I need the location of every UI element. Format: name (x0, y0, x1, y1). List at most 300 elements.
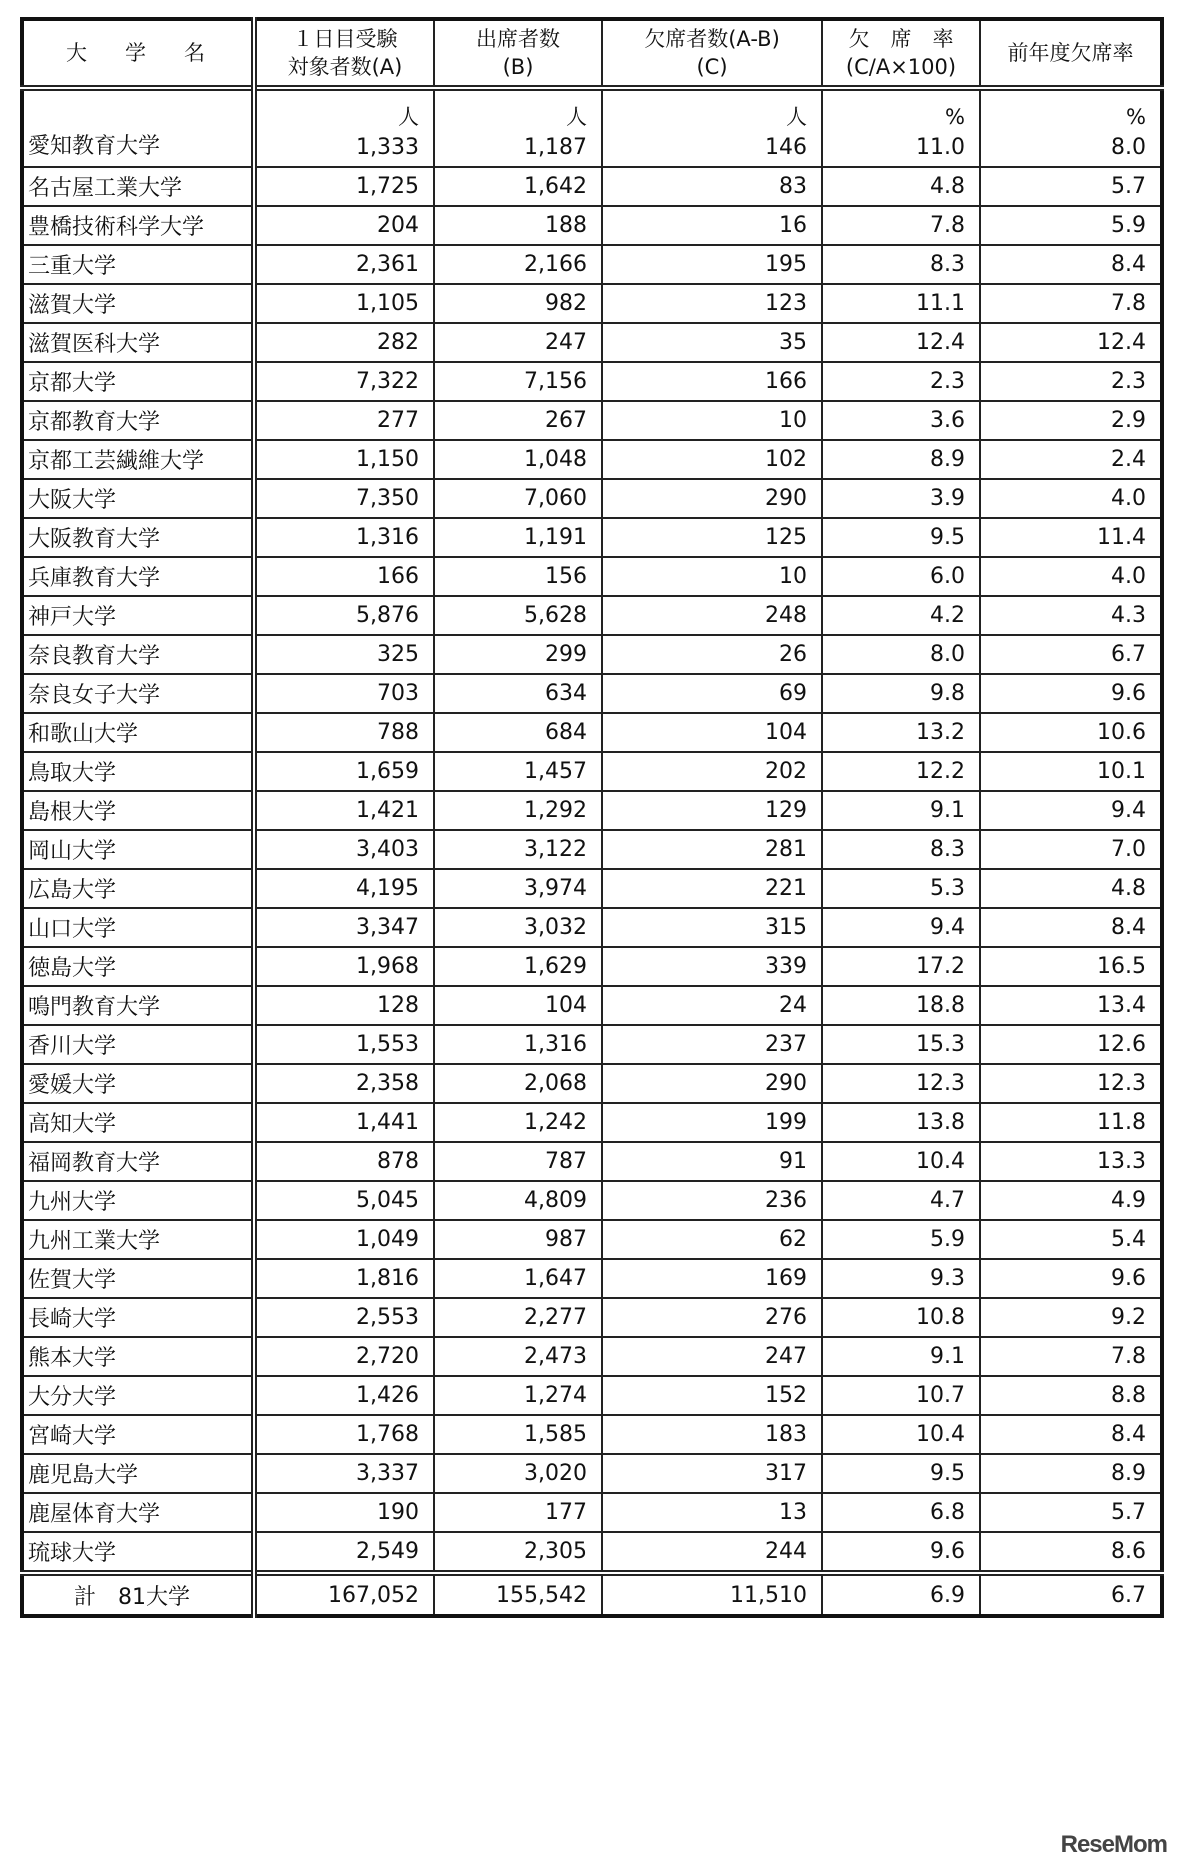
cell-eligible-count (254, 284, 434, 323)
cell-value: 10.6 (1097, 720, 1146, 745)
cell-university-name (22, 752, 254, 791)
cell-value: 兵庫教育大学 (28, 566, 161, 591)
cell-university-name (22, 401, 254, 440)
cell-value: 62 (779, 1227, 807, 1252)
cell-value: 京都大学 (28, 371, 117, 396)
cell-value: 2.3 (930, 369, 965, 394)
cell-value: 広島大学 (28, 878, 117, 903)
cell-value: 6.7 (1111, 642, 1146, 667)
cell-absentees (602, 206, 822, 245)
cell-eligible-count (254, 401, 434, 440)
cell-value: 277 (377, 408, 419, 433)
cell-absentees (602, 1573, 822, 1616)
cell-value: 156 (545, 564, 587, 589)
cell-prev-year-rate (980, 206, 1162, 245)
cell-absence-rate (822, 1181, 980, 1220)
cell-value: 3.6 (930, 408, 965, 433)
cell-absentees (602, 1181, 822, 1220)
cell-university-name (22, 713, 254, 752)
cell-value: 8.4 (1111, 252, 1146, 277)
cell-absentees (602, 908, 822, 947)
cell-eligible-count (254, 1454, 434, 1493)
cell-absentees (602, 440, 822, 479)
cell-value: 123 (765, 291, 807, 316)
cell-absentees (602, 1298, 822, 1337)
cell-absence-rate (822, 869, 980, 908)
cell-prev-year-rate (980, 1025, 1162, 1064)
cell-absentees (602, 947, 822, 986)
cell-attendees (434, 1454, 602, 1493)
table-row (22, 557, 1162, 596)
cell-value: 名古屋工業大学 (28, 176, 183, 201)
cell-absentees (602, 1064, 822, 1103)
cell-value: 188 (545, 213, 587, 238)
cell-eligible-count (254, 1532, 434, 1573)
cell-absentees (602, 1376, 822, 1415)
cell-absence-rate (822, 1454, 980, 1493)
unit-label: 人 (398, 105, 419, 129)
cell-university-name (22, 986, 254, 1025)
cell-value: 神戸大学 (28, 605, 117, 630)
cell-absentees (602, 245, 822, 284)
cell-value: 鳥取大学 (28, 761, 117, 786)
cell-university-name (22, 206, 254, 245)
cell-value: 290 (765, 1071, 807, 1096)
table-row (22, 1532, 1162, 1573)
cell-absentees (602, 88, 822, 167)
cell-value: 5.7 (1111, 1500, 1146, 1525)
cell-value: 8.0 (1111, 135, 1146, 160)
cell-value: 2,549 (356, 1539, 419, 1564)
cell-absentees (602, 713, 822, 752)
cell-university-name (22, 1454, 254, 1493)
cell-value: 三重大学 (28, 254, 117, 279)
cell-value: 155,542 (496, 1582, 587, 1608)
cell-prev-year-rate (980, 1573, 1162, 1616)
cell-absence-rate (822, 1415, 980, 1454)
cell-attendees (434, 1493, 602, 1532)
cell-value: 岡山大学 (28, 839, 117, 864)
cell-value: 滋賀医科大学 (28, 332, 161, 357)
cell-value: 10.4 (916, 1422, 965, 1447)
cell-value: 宮崎大学 (28, 1424, 117, 1449)
cell-value: 247 (545, 330, 587, 355)
header-attendees (434, 19, 602, 88)
cell-eligible-count (254, 830, 434, 869)
cell-university-name (22, 1025, 254, 1064)
cell-university-name (22, 1298, 254, 1337)
cell-value: 4.7 (930, 1188, 965, 1213)
cell-value: 2,473 (524, 1344, 587, 1369)
cell-value: 11.1 (916, 291, 965, 316)
table-row (22, 791, 1162, 830)
cell-prev-year-rate (980, 947, 1162, 986)
header-line: (B) (502, 55, 534, 79)
cell-value: 5,045 (356, 1188, 419, 1213)
table-row (22, 323, 1162, 362)
cell-attendees (434, 479, 602, 518)
cell-value: 1,585 (524, 1422, 587, 1447)
cell-university-name (22, 479, 254, 518)
table-row (22, 1415, 1162, 1454)
cell-absentees (602, 557, 822, 596)
cell-value: 大阪教育大学 (28, 527, 161, 552)
cell-prev-year-rate (980, 830, 1162, 869)
cell-value: 12.3 (916, 1071, 965, 1096)
cell-value: 13.3 (1097, 1149, 1146, 1174)
cell-value: 愛媛大学 (28, 1073, 117, 1098)
cell-value: 2,361 (356, 252, 419, 277)
cell-value: 104 (765, 720, 807, 745)
cell-university-name (22, 440, 254, 479)
cell-prev-year-rate (980, 440, 1162, 479)
cell-value: 3,032 (524, 915, 587, 940)
cell-value: 299 (545, 642, 587, 667)
cell-value: 10.8 (916, 1305, 965, 1330)
cell-eligible-count (254, 88, 434, 167)
cell-value: 高知大学 (28, 1112, 117, 1137)
cell-eligible-count (254, 1025, 434, 1064)
table-row (22, 88, 1162, 167)
cell-value: 146 (765, 135, 807, 160)
cell-value: 1,242 (524, 1110, 587, 1135)
cell-eligible-count (254, 1220, 434, 1259)
cell-absentees (602, 752, 822, 791)
cell-value: 7.8 (930, 213, 965, 238)
header-university-name: 大学名 (22, 19, 254, 88)
cell-value: 4,195 (356, 876, 419, 901)
cell-value: 982 (545, 291, 587, 316)
cell-prev-year-rate (980, 518, 1162, 557)
cell-prev-year-rate (980, 869, 1162, 908)
cell-value: 3,337 (356, 1461, 419, 1486)
cell-value: 13.8 (916, 1110, 965, 1135)
cell-university-name (22, 1532, 254, 1573)
cell-attendees (434, 869, 602, 908)
cell-value: 奈良女子大学 (28, 683, 161, 708)
cell-university-name (22, 518, 254, 557)
cell-value: 5,876 (356, 603, 419, 628)
cell-prev-year-rate (980, 1181, 1162, 1220)
cell-university-name (22, 635, 254, 674)
cell-absentees (602, 1415, 822, 1454)
cell-eligible-count (254, 986, 434, 1025)
cell-absentees (602, 167, 822, 206)
cell-value: 8.6 (1111, 1539, 1146, 1564)
cell-absentees (602, 635, 822, 674)
cell-absentees (602, 791, 822, 830)
cell-value: 熊本大学 (28, 1346, 117, 1371)
header-eligible-count (254, 19, 434, 88)
cell-value: 1,150 (356, 447, 419, 472)
cell-value: 3,122 (524, 837, 587, 862)
cell-attendees (434, 557, 602, 596)
cell-value: 和歌山大学 (28, 722, 139, 747)
cell-eligible-count (254, 1376, 434, 1415)
cell-university-name (22, 1103, 254, 1142)
cell-prev-year-rate (980, 245, 1162, 284)
cell-value: 7.8 (1111, 1344, 1146, 1369)
cell-value: 8.0 (930, 642, 965, 667)
cell-value: 島根大学 (28, 800, 117, 825)
cell-absence-rate (822, 88, 980, 167)
cell-university-name (22, 1181, 254, 1220)
table-row (22, 245, 1162, 284)
cell-value: 鹿児島大学 (28, 1463, 139, 1488)
unit-label: % (1126, 105, 1146, 129)
cell-attendees (434, 596, 602, 635)
cell-attendees (434, 830, 602, 869)
resemom-watermark: ReseMom (1060, 1831, 1167, 1858)
cell-value: 247 (765, 1344, 807, 1369)
cell-value: 18.8 (916, 993, 965, 1018)
cell-value: 1,768 (356, 1422, 419, 1447)
cell-attendees (434, 206, 602, 245)
cell-university-name (22, 1142, 254, 1181)
cell-university-name (22, 362, 254, 401)
cell-eligible-count (254, 557, 434, 596)
cell-value: 4.8 (930, 174, 965, 199)
cell-absentees (602, 869, 822, 908)
cell-prev-year-rate (980, 88, 1162, 167)
cell-absence-rate (822, 1337, 980, 1376)
unit-label: 人 (566, 105, 587, 129)
unit-label: % (945, 105, 965, 129)
cell-value: 199 (765, 1110, 807, 1135)
cell-value: 5.4 (1111, 1227, 1146, 1252)
cell-value: 1,191 (524, 525, 587, 550)
cell-value: 8.8 (1111, 1383, 1146, 1408)
cell-attendees (434, 1259, 602, 1298)
cell-value: 3,020 (524, 1461, 587, 1486)
cell-value: 2.3 (1111, 369, 1146, 394)
cell-eligible-count (254, 1298, 434, 1337)
cell-value: 2,720 (356, 1344, 419, 1369)
table-row (22, 1376, 1162, 1415)
cell-absence-rate (822, 752, 980, 791)
cell-value: 267 (545, 408, 587, 433)
cell-absentees (602, 323, 822, 362)
cell-prev-year-rate (980, 1493, 1162, 1532)
cell-eligible-count (254, 1573, 434, 1616)
cell-attendees (434, 752, 602, 791)
cell-value: 9.3 (930, 1266, 965, 1291)
cell-value: 9.5 (930, 1461, 965, 1486)
cell-absence-rate (822, 206, 980, 245)
cell-university-name (22, 596, 254, 635)
cell-university-name (22, 1220, 254, 1259)
table-row (22, 596, 1162, 635)
cell-value: 佐賀大学 (28, 1268, 117, 1293)
cell-prev-year-rate (980, 986, 1162, 1025)
cell-value: 248 (765, 603, 807, 628)
cell-value: 4.2 (930, 603, 965, 628)
cell-value: 276 (765, 1305, 807, 1330)
cell-value: 4.8 (1111, 876, 1146, 901)
cell-eligible-count (254, 947, 434, 986)
cell-value: 4.0 (1111, 486, 1146, 511)
cell-value: 26 (779, 642, 807, 667)
cell-eligible-count (254, 869, 434, 908)
cell-absence-rate (822, 596, 980, 635)
cell-absence-rate (822, 362, 980, 401)
cell-absence-rate (822, 518, 980, 557)
cell-attendees (434, 986, 602, 1025)
cell-university-name (22, 1415, 254, 1454)
cell-university-name (22, 557, 254, 596)
cell-value: 5.3 (930, 876, 965, 901)
cell-value: 長崎大学 (28, 1307, 117, 1332)
cell-value: 2,166 (524, 252, 587, 277)
cell-value: 236 (765, 1188, 807, 1213)
cell-prev-year-rate (980, 1142, 1162, 1181)
cell-value: 317 (765, 1461, 807, 1486)
cell-value: 11.4 (1097, 525, 1146, 550)
cell-value: 10.1 (1097, 759, 1146, 784)
cell-absence-rate (822, 440, 980, 479)
cell-absentees (602, 596, 822, 635)
table-row (22, 1220, 1162, 1259)
cell-value: 1,105 (356, 291, 419, 316)
header-line: (C/A×100) (845, 55, 957, 79)
cell-value: 6.0 (930, 564, 965, 589)
cell-absence-rate (822, 401, 980, 440)
cell-absence-rate (822, 674, 980, 713)
cell-prev-year-rate (980, 674, 1162, 713)
cell-value: 琉球大学 (28, 1541, 117, 1566)
cell-value: 香川大学 (28, 1034, 117, 1059)
table-row (22, 206, 1162, 245)
cell-prev-year-rate (980, 635, 1162, 674)
total-row (22, 1573, 1162, 1616)
table-row (22, 479, 1162, 518)
cell-value: 9.6 (930, 1539, 965, 1564)
table-row (22, 908, 1162, 947)
cell-prev-year-rate (980, 323, 1162, 362)
cell-attendees (434, 401, 602, 440)
cell-value: 183 (765, 1422, 807, 1447)
cell-university-name (22, 1337, 254, 1376)
cell-value: 315 (765, 915, 807, 940)
cell-value: 177 (545, 1500, 587, 1525)
unit-label: 人 (786, 105, 807, 129)
table-row (22, 1337, 1162, 1376)
cell-value: 大分大学 (28, 1385, 117, 1410)
cell-value: 2,277 (524, 1305, 587, 1330)
cell-eligible-count (254, 596, 434, 635)
cell-value: 17.2 (916, 954, 965, 979)
cell-value: 35 (779, 330, 807, 355)
cell-value: 2.4 (1111, 447, 1146, 472)
cell-value: 195 (765, 252, 807, 277)
cell-value: 愛知教育大学 (28, 134, 161, 159)
cell-value: 6.7 (1111, 1582, 1146, 1608)
cell-value: 987 (545, 1227, 587, 1252)
cell-value: 山口大学 (28, 917, 117, 942)
cell-prev-year-rate (980, 362, 1162, 401)
cell-value: 1,816 (356, 1266, 419, 1291)
cell-value: 8.4 (1111, 1422, 1146, 1447)
cell-university-name (22, 869, 254, 908)
cell-value: 12.4 (1097, 330, 1146, 355)
cell-prev-year-rate (980, 596, 1162, 635)
cell-value: 1,553 (356, 1032, 419, 1057)
cell-attendees (434, 1064, 602, 1103)
cell-value: 3.9 (930, 486, 965, 511)
cell-university-name (22, 284, 254, 323)
cell-value: 166 (765, 369, 807, 394)
cell-absence-rate (822, 1142, 980, 1181)
cell-value: 九州大学 (28, 1190, 117, 1215)
cell-value: 鹿屋体育大学 (28, 1502, 161, 1527)
cell-value: 1,441 (356, 1110, 419, 1135)
cell-university-name (22, 674, 254, 713)
cell-absence-rate (822, 284, 980, 323)
cell-prev-year-rate (980, 1220, 1162, 1259)
cell-university-name (22, 167, 254, 206)
cell-value: 169 (765, 1266, 807, 1291)
cell-value: 3,403 (356, 837, 419, 862)
cell-value: 703 (377, 681, 419, 706)
cell-value: 1,725 (356, 174, 419, 199)
cell-eligible-count (254, 1259, 434, 1298)
cell-value: 8.9 (930, 447, 965, 472)
cell-value: 2,358 (356, 1071, 419, 1096)
cell-prev-year-rate (980, 1415, 1162, 1454)
cell-value: 1,333 (356, 135, 419, 160)
cell-eligible-count (254, 752, 434, 791)
cell-value: 104 (545, 993, 587, 1018)
cell-value: 9.2 (1111, 1305, 1146, 1330)
cell-university-name (22, 88, 254, 167)
cell-university-name (22, 1064, 254, 1103)
cell-value: 128 (377, 993, 419, 1018)
header-line: 欠席者数(A-B) (644, 27, 780, 51)
cell-value: 7,156 (524, 369, 587, 394)
cell-value: 1,049 (356, 1227, 419, 1252)
cell-absentees (602, 518, 822, 557)
cell-value: 5,628 (524, 603, 587, 628)
cell-value: 7,350 (356, 486, 419, 511)
table-row (22, 674, 1162, 713)
cell-attendees (434, 440, 602, 479)
cell-value: 9.6 (1111, 681, 1146, 706)
cell-value: 徳島大学 (28, 956, 117, 981)
cell-value: 1,647 (524, 1266, 587, 1291)
cell-attendees (434, 362, 602, 401)
header-absentees (602, 19, 822, 88)
cell-value: 10.4 (916, 1149, 965, 1174)
cell-value: 6.9 (930, 1582, 965, 1608)
cell-value: 13.2 (916, 720, 965, 745)
cell-prev-year-rate (980, 752, 1162, 791)
cell-value: 1,187 (524, 135, 587, 160)
cell-prev-year-rate (980, 557, 1162, 596)
cell-attendees (434, 1376, 602, 1415)
cell-prev-year-rate (980, 1103, 1162, 1142)
cell-value: 12.6 (1097, 1032, 1146, 1057)
cell-eligible-count (254, 1142, 434, 1181)
cell-absence-rate (822, 323, 980, 362)
cell-value: 878 (377, 1149, 419, 1174)
cell-value: 13 (779, 1500, 807, 1525)
cell-attendees (434, 1337, 602, 1376)
cell-absence-rate (822, 167, 980, 206)
header-line: (C) (696, 55, 728, 79)
cell-attendees (434, 947, 602, 986)
cell-eligible-count (254, 1415, 434, 1454)
cell-value: 3,974 (524, 876, 587, 901)
